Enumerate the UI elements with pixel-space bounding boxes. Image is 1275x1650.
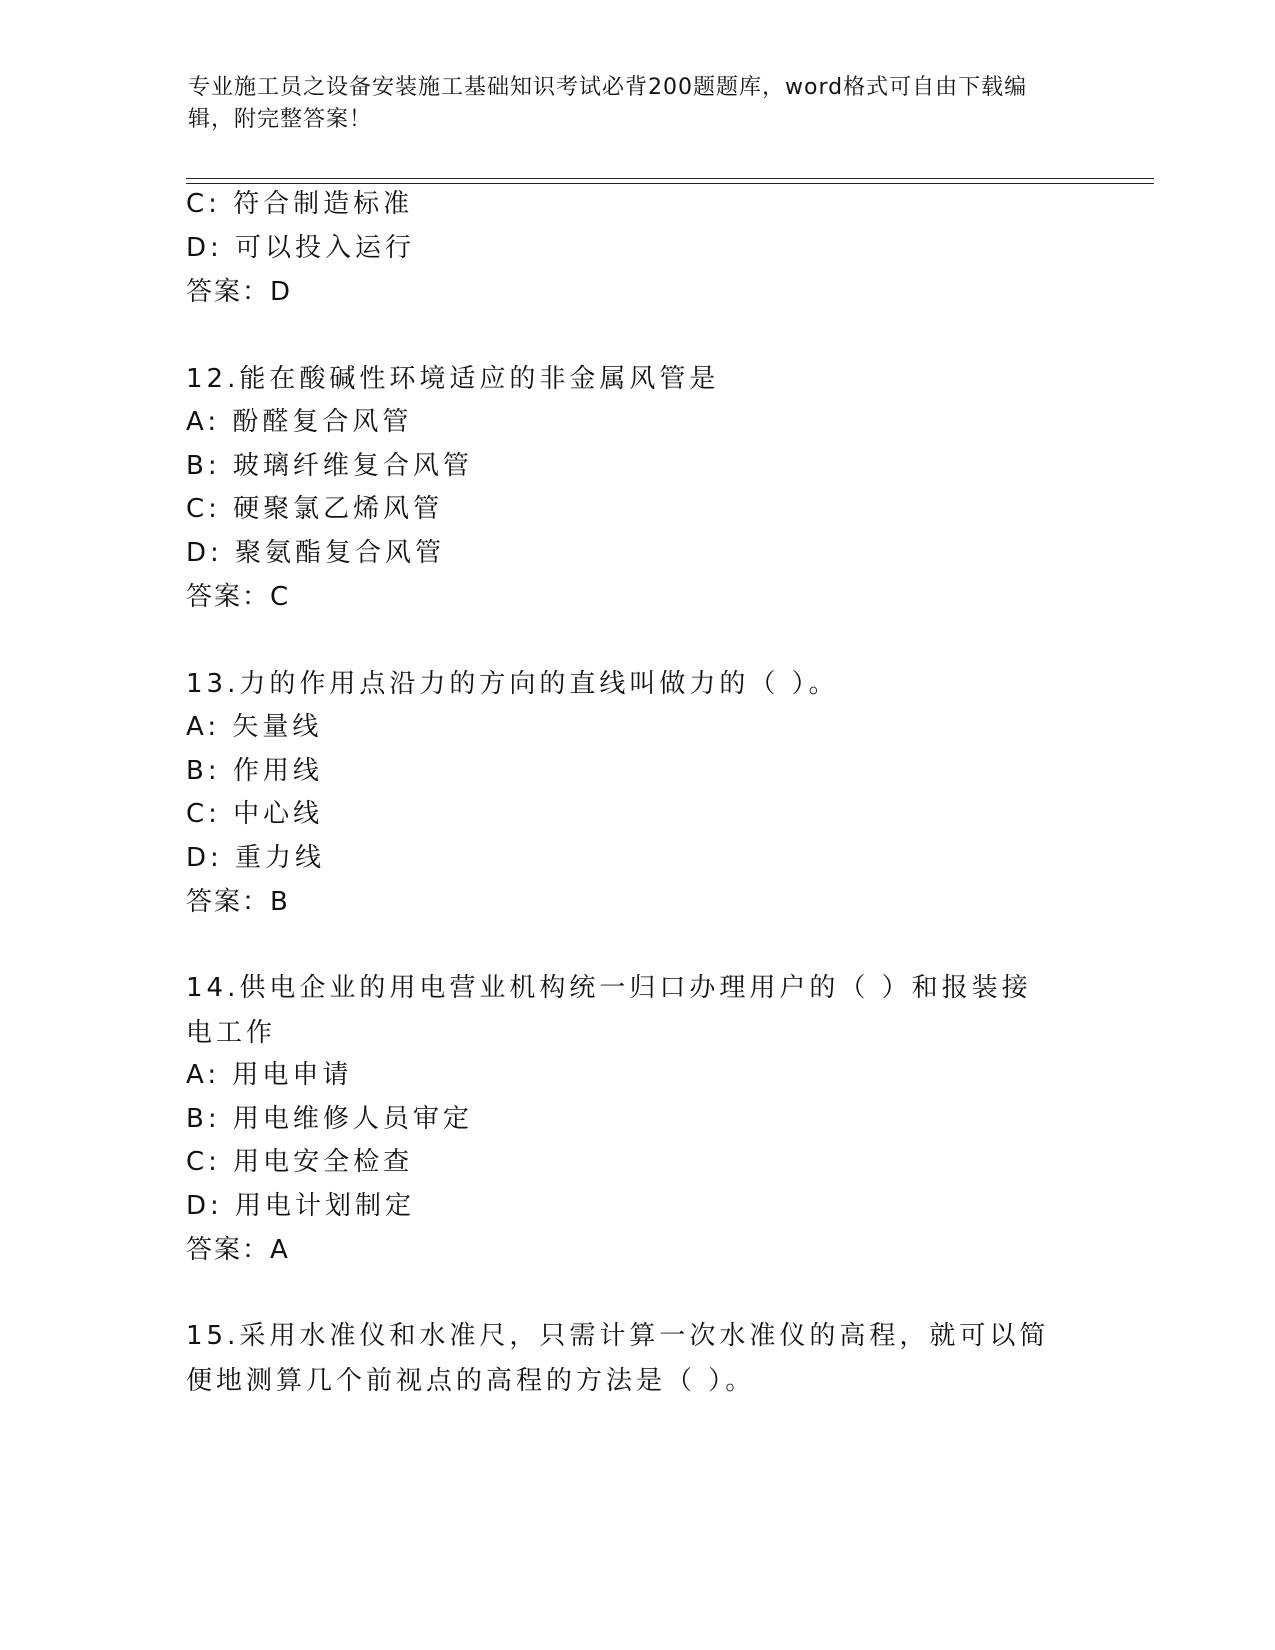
answer-value: C (270, 582, 291, 612)
answer-value: B (270, 887, 290, 917)
q13-option-a: A: 矢量线 (186, 712, 323, 742)
q11-option-c: C: 符合制造标准 (186, 189, 414, 219)
header-divider-bottom (186, 183, 1154, 184)
header-divider-top (186, 178, 1154, 179)
q13-answer (186, 885, 290, 919)
answer-label: 答案： (186, 1235, 271, 1265)
q11-answer (186, 275, 292, 309)
q12-answer (186, 580, 290, 614)
q14-option-d: D: 用电计划制定 (186, 1191, 416, 1221)
q12-stem: 12.能在酸碱性环境适应的非金属风管是 (186, 364, 720, 394)
q12-option-a: A: 酚醛复合风管 (186, 407, 413, 437)
q12-option-b: B: 玻璃纤维复合风管 (186, 451, 473, 481)
q14-option-c: C: 用电安全检查 (186, 1147, 414, 1177)
q15-stem: 15.采用水准仪和水准尺，只需计算一次水准仪的高程，就可以简便地测算几个前视点的高程的方法是（ ）。 (186, 1321, 1050, 1396)
answer-value: A (270, 1235, 290, 1265)
q12-option-d: D: 聚氨酯复合风管 (186, 538, 446, 568)
answer-label: 答案： (186, 887, 271, 917)
q13-option-d: D: 重力线 (186, 843, 326, 873)
answer-label: 答案： (186, 582, 271, 612)
q13-option-b: B: 作用线 (186, 756, 323, 786)
q11-option-d: D: 可以投入运行 (186, 233, 416, 263)
answer-label: 答案： (186, 277, 271, 307)
q14-option-a: A: 用电申请 (186, 1060, 353, 1090)
q12-option-c: C: 硬聚氯乙烯风管 (186, 494, 444, 524)
q14-answer (186, 1233, 290, 1267)
q14-stem: 14.供电企业的用电营业机构统一归口办理用户的（ ）和报装接电工作 (186, 973, 1032, 1048)
document-header: 专业施工员之设备安装施工基础知识考试必背200题题库，word格式可自由下载编辑，附完整答案！ (188, 75, 1028, 132)
q14-option-b: B: 用电维修人员审定 (186, 1104, 473, 1134)
q13-option-c: C: 中心线 (186, 799, 324, 829)
answer-value: D (270, 277, 293, 307)
q13-stem: 13.力的作用点沿力的方向的直线叫做力的（ ）。 (186, 669, 839, 699)
